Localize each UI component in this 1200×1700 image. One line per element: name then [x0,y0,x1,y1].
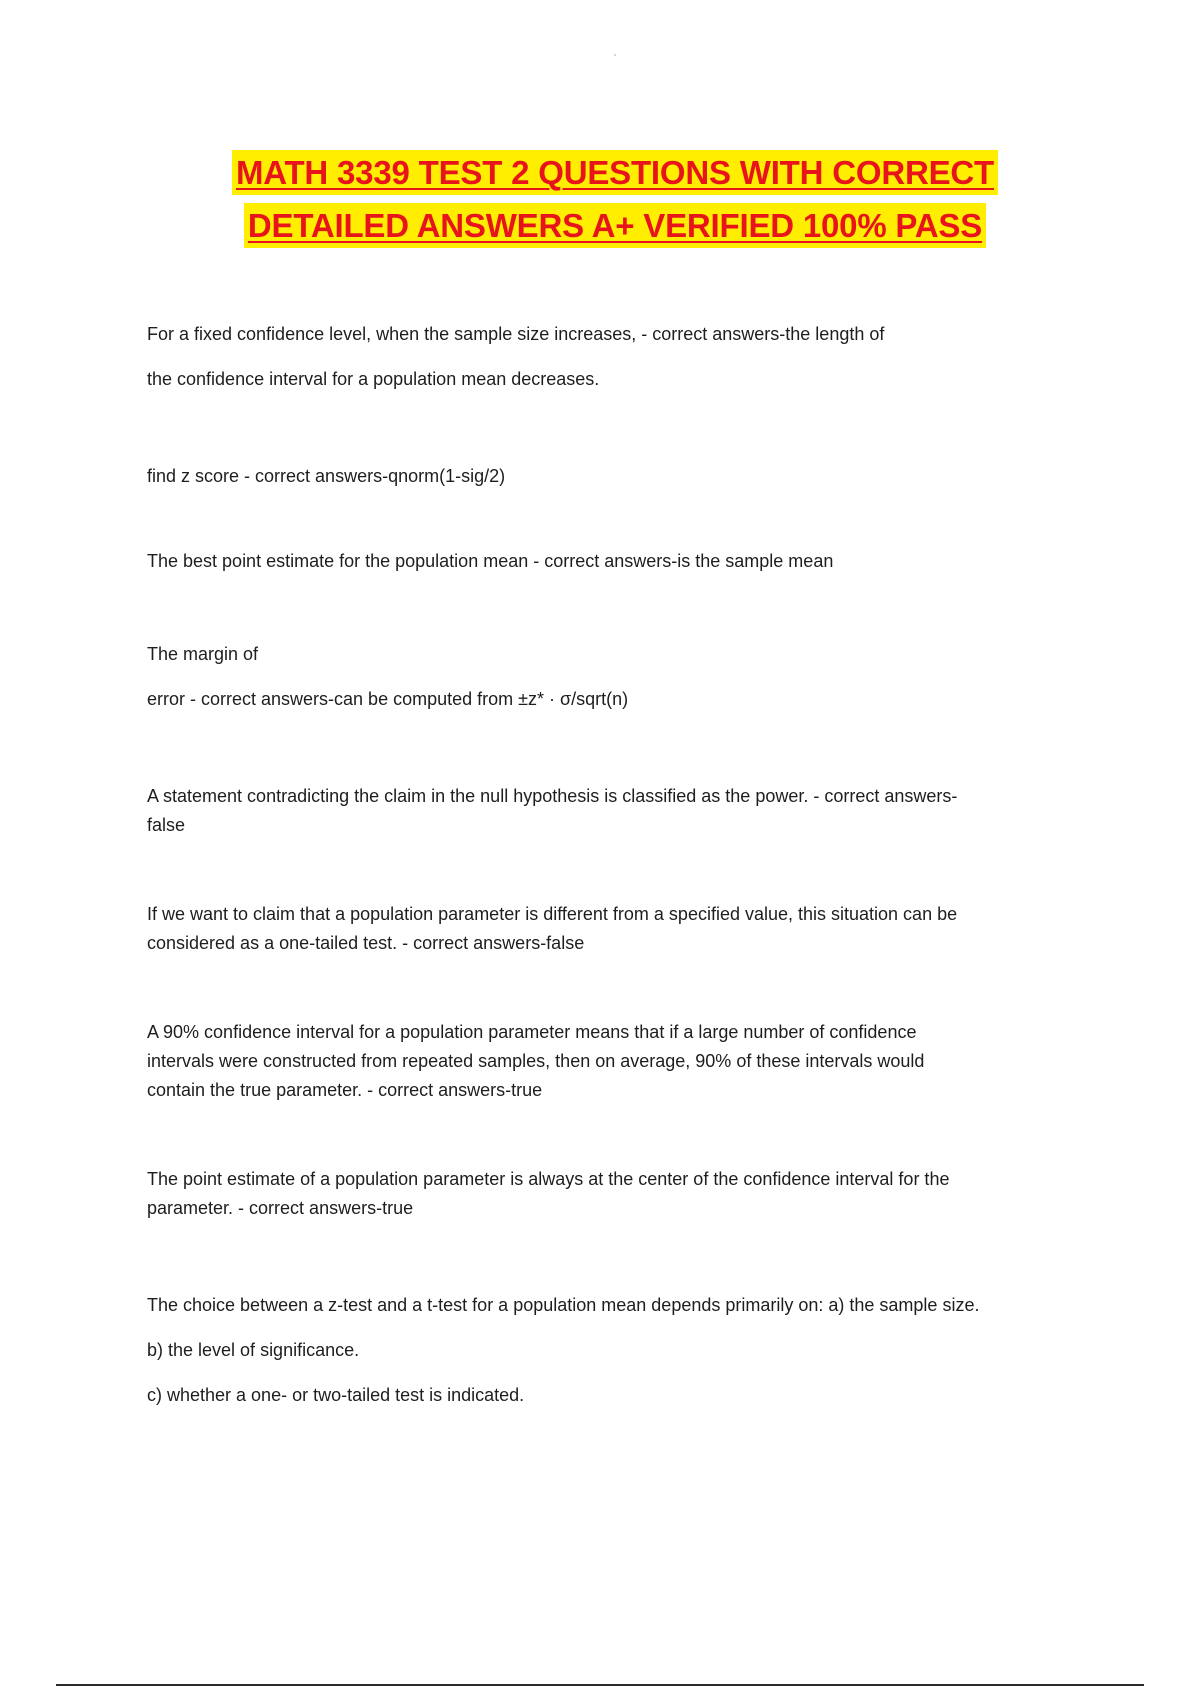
qa-line: intervals were constructed from repeated samples, then on average, 90% of these intervals would [147,1051,925,1071]
qa-line: For a fixed confidence level, when the sample size increases, - correct answers-the length of [147,324,885,344]
qa-line: error - correct answers-can be computed from ±z* · σ/sqrt(n) [147,689,629,709]
title-line-1: MATH 3339 TEST 2 QUESTIONS WITH CORRECT [232,150,998,195]
qa-line: If we want to claim that a population parameter is different from a specified value, this situation can be [147,904,958,924]
qa-line: the confidence interval for a population mean decreases. [147,369,600,389]
page-mark [614,54,616,56]
bottom-rule [56,1684,1144,1686]
qa-item [147,1018,1087,1105]
qa-line: find z score - correct answers-qnorm(1-sig/2) [147,466,506,486]
qa-line: The margin of [147,644,259,664]
qa-line: A statement contradicting the claim in the null hypothesis is classified as the power. - correct answers- [147,786,958,806]
qa-item [147,1165,1087,1223]
qa-line: contain the true parameter. - correct answers-true [147,1080,543,1100]
qa-item [147,782,1087,840]
qa-item [147,1283,1087,1418]
qa-line: The point estimate of a population parameter is always at the center of the confidence interval for the [147,1169,950,1189]
qa-line: The choice between a z-test and a t-test for a population mean depends primarily on: a) the sample size. [147,1295,980,1315]
qa-item [147,462,1087,491]
qa-item [147,632,1087,722]
qa-line: false [147,815,186,835]
qa-line: The best point estimate for the population mean - correct answers-is the sample mean [147,551,834,571]
qa-line: considered as a one-tailed test. - correct answers-false [147,933,585,953]
qa-line: b) the level of significance. [147,1340,360,1360]
qa-line: A 90% confidence interval for a population parameter means that if a large number of confidence [147,1022,917,1042]
qa-item [147,547,1087,576]
qa-list [147,312,1087,1418]
qa-line: c) whether a one- or two-tailed test is indicated. [147,1385,525,1405]
qa-line: parameter. - correct answers-true [147,1198,414,1218]
title-line-2: DETAILED ANSWERS A+ VERIFIED 100% PASS [244,203,986,248]
qa-item [147,312,1087,402]
qa-item [147,900,1087,958]
document-title [0,150,1200,248]
